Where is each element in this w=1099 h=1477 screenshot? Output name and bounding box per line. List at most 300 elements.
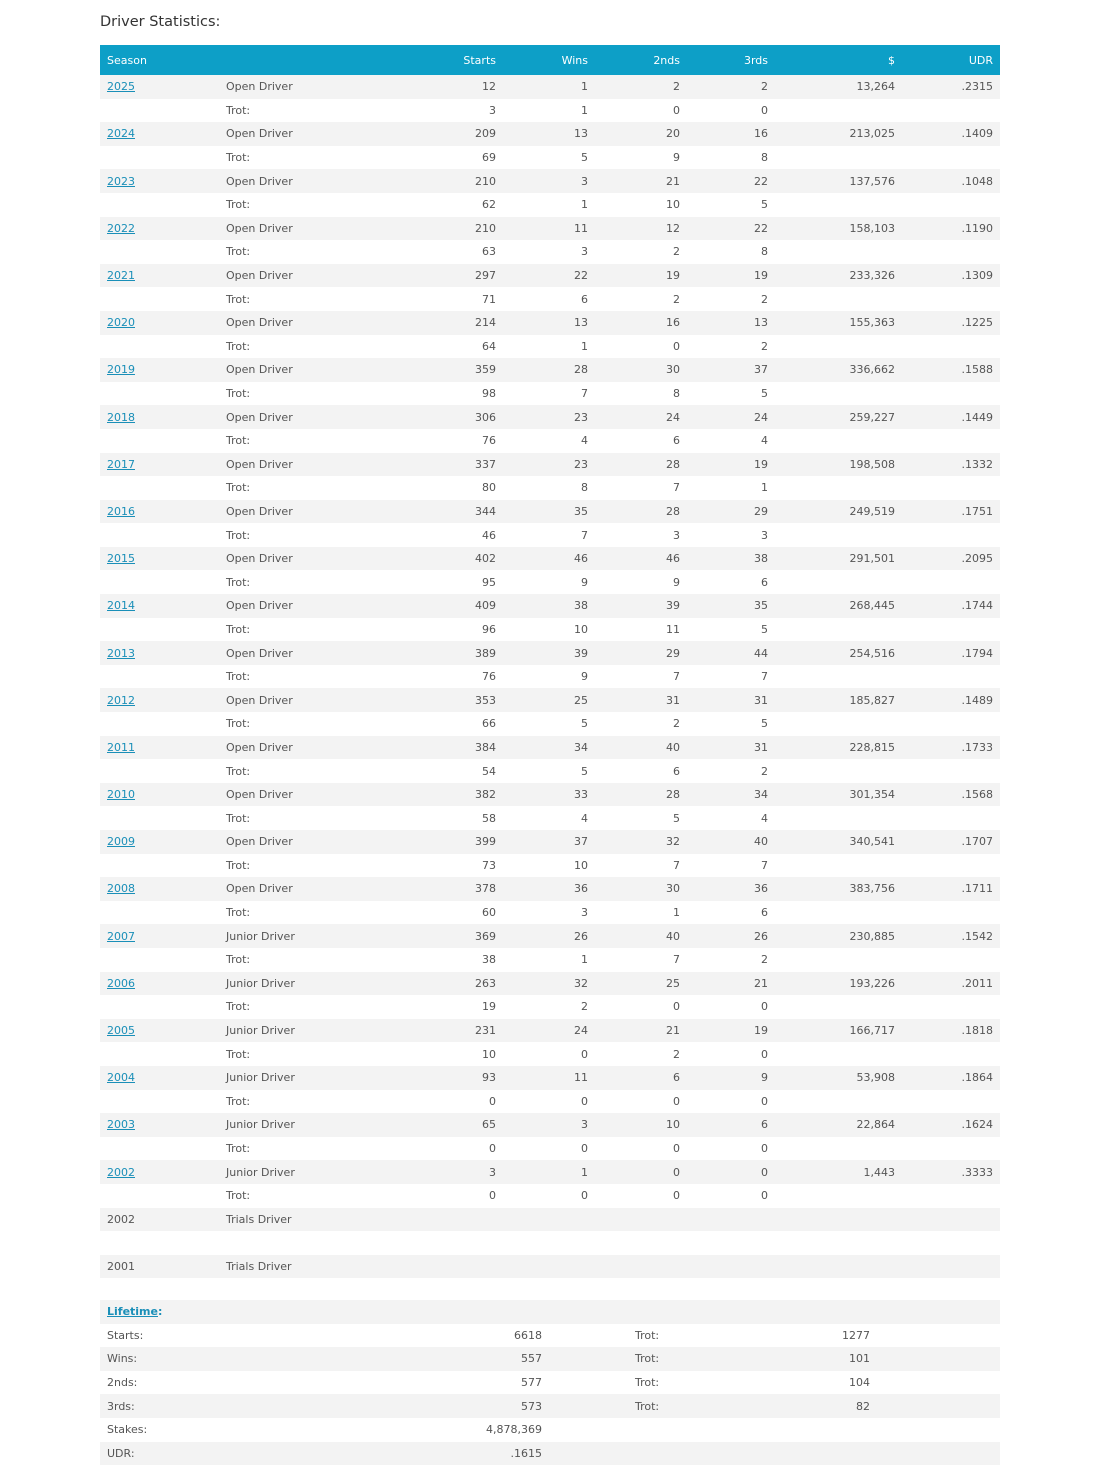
row-money bbox=[775, 99, 902, 123]
row-starts: 337 bbox=[475, 457, 496, 471]
row-season bbox=[100, 1042, 219, 1066]
lifetime-trot-value: 82 bbox=[856, 1399, 870, 1413]
row-wins: 1 bbox=[581, 198, 588, 212]
row-3rds: 3 bbox=[761, 528, 768, 542]
row-season bbox=[100, 217, 219, 241]
season-link[interactable]: 2005 bbox=[107, 1024, 135, 1038]
row-money bbox=[775, 570, 902, 594]
row-udr bbox=[902, 382, 1000, 406]
row-money bbox=[775, 1090, 902, 1114]
row-3rds: 0 bbox=[761, 103, 768, 117]
row-money bbox=[775, 901, 902, 925]
lifetime-spacer bbox=[877, 1442, 1000, 1466]
row-money: 268,445 bbox=[849, 599, 895, 613]
table-row bbox=[100, 382, 1000, 406]
row-udr: .2011 bbox=[961, 976, 993, 990]
row-money: 155,363 bbox=[849, 316, 895, 330]
row-udr: .2315 bbox=[961, 80, 993, 94]
row-money bbox=[775, 523, 902, 547]
row-3rds: 22 bbox=[754, 221, 768, 235]
row-type: Trot: bbox=[226, 245, 251, 259]
row-3rds: 6 bbox=[761, 1118, 768, 1132]
row-starts: 306 bbox=[475, 410, 496, 424]
row-udr: .1624 bbox=[961, 1118, 993, 1132]
row-starts: 378 bbox=[475, 882, 496, 896]
row-money: 383,756 bbox=[849, 882, 895, 896]
row-3rds bbox=[687, 1255, 775, 1279]
season-link[interactable]: 2007 bbox=[107, 929, 135, 943]
season-link[interactable]: 2019 bbox=[107, 363, 135, 377]
row-starts: 54 bbox=[482, 764, 496, 778]
row-2nds: 20 bbox=[666, 127, 680, 141]
row-3rds: 5 bbox=[761, 717, 768, 731]
row-starts: 3 bbox=[489, 1165, 496, 1179]
row-starts: 0 bbox=[489, 1189, 496, 1203]
row-money: 340,541 bbox=[849, 835, 895, 849]
row-udr: .1568 bbox=[961, 788, 993, 802]
row-season bbox=[100, 712, 219, 736]
row-wins: 9 bbox=[581, 575, 588, 589]
table-row bbox=[100, 405, 1000, 429]
row-3rds: 21 bbox=[754, 976, 768, 990]
row-wins: 10 bbox=[574, 858, 588, 872]
table-row bbox=[100, 854, 1000, 878]
row-season bbox=[100, 405, 219, 429]
row-wins: 7 bbox=[581, 387, 588, 401]
row-money bbox=[775, 948, 902, 972]
table-row bbox=[100, 618, 1000, 642]
row-money: 53,908 bbox=[856, 1071, 895, 1085]
row-season bbox=[100, 311, 219, 335]
row-2nds: 19 bbox=[666, 269, 680, 283]
row-starts: 384 bbox=[475, 740, 496, 754]
row-money bbox=[775, 759, 902, 783]
season-link[interactable]: 2021 bbox=[107, 269, 135, 283]
row-wins: 2 bbox=[581, 1000, 588, 1014]
row-money bbox=[775, 335, 902, 359]
row-udr bbox=[902, 854, 1000, 878]
row-type: Trot: bbox=[226, 670, 251, 684]
row-2nds: 10 bbox=[666, 1118, 680, 1132]
row-money: 166,717 bbox=[849, 1024, 895, 1038]
row-wins: 1 bbox=[581, 339, 588, 353]
lifetime-trot-label bbox=[549, 1442, 749, 1466]
row-udr bbox=[902, 429, 1000, 453]
row-season bbox=[100, 924, 219, 948]
row-2nds: 9 bbox=[673, 575, 680, 589]
row-season bbox=[100, 476, 219, 500]
row-udr bbox=[902, 1231, 1000, 1255]
row-3rds: 13 bbox=[754, 316, 768, 330]
row-type: Junior Driver bbox=[226, 1165, 295, 1179]
row-season bbox=[100, 759, 219, 783]
lifetime-trot-label: Trot: bbox=[635, 1328, 660, 1342]
row-3rds: 37 bbox=[754, 363, 768, 377]
row-2nds: 2 bbox=[673, 717, 680, 731]
row-type: Open Driver bbox=[226, 740, 293, 754]
lifetime-trot-label: Trot: bbox=[635, 1352, 660, 1366]
row-3rds: 19 bbox=[754, 457, 768, 471]
row-udr: .1733 bbox=[961, 740, 993, 754]
table-row bbox=[100, 877, 1000, 901]
table-row bbox=[100, 500, 1000, 524]
row-wins: 38 bbox=[574, 599, 588, 613]
row-money: 137,576 bbox=[849, 174, 895, 188]
row-2nds: 6 bbox=[673, 434, 680, 448]
row-3rds: 16 bbox=[754, 127, 768, 141]
table-row bbox=[100, 972, 1000, 996]
row-type: Trot: bbox=[226, 151, 251, 165]
table-row bbox=[100, 1042, 1000, 1066]
row-3rds: 31 bbox=[754, 740, 768, 754]
row-season bbox=[100, 1184, 219, 1208]
row-udr bbox=[902, 287, 1000, 311]
row-type: Junior Driver bbox=[226, 1024, 295, 1038]
row-wins: 0 bbox=[581, 1094, 588, 1108]
row-starts: 214 bbox=[475, 316, 496, 330]
table-row bbox=[100, 547, 1000, 571]
row-type: Trot: bbox=[226, 1142, 251, 1156]
table-row bbox=[100, 1184, 1000, 1208]
season-link[interactable]: 2004 bbox=[107, 1071, 135, 1085]
row-wins: 5 bbox=[581, 764, 588, 778]
row-wins: 3 bbox=[581, 906, 588, 920]
row-2nds: 40 bbox=[666, 929, 680, 943]
row-udr bbox=[902, 1042, 1000, 1066]
lifetime-link[interactable]: Lifetime bbox=[107, 1305, 158, 1319]
season-link[interactable]: 2015 bbox=[107, 552, 135, 566]
row-season bbox=[100, 783, 219, 807]
row-2nds: 25 bbox=[666, 976, 680, 990]
row-wins: 5 bbox=[581, 717, 588, 731]
row-money: 249,519 bbox=[849, 504, 895, 518]
season-link[interactable]: 2020 bbox=[107, 316, 135, 330]
row-type: Trot: bbox=[226, 434, 251, 448]
row-money bbox=[775, 854, 902, 878]
row-starts: 209 bbox=[475, 127, 496, 141]
row-udr bbox=[902, 146, 1000, 170]
row-2nds: 31 bbox=[666, 693, 680, 707]
row-udr: .1751 bbox=[961, 504, 993, 518]
row-starts: 297 bbox=[475, 269, 496, 283]
table-row bbox=[100, 901, 1000, 925]
row-season bbox=[100, 948, 219, 972]
col-type bbox=[219, 45, 419, 75]
row-type: Open Driver bbox=[226, 221, 293, 235]
season-link[interactable]: 2010 bbox=[107, 788, 135, 802]
row-udr bbox=[902, 806, 1000, 830]
row-udr: .2095 bbox=[961, 552, 993, 566]
row-money bbox=[775, 618, 902, 642]
lifetime-row bbox=[100, 1442, 1000, 1466]
row-2nds: 39 bbox=[666, 599, 680, 613]
row-money: 193,226 bbox=[849, 976, 895, 990]
row-wins: 23 bbox=[574, 457, 588, 471]
season-link[interactable]: 2024 bbox=[107, 127, 135, 141]
row-season bbox=[100, 877, 219, 901]
row-3rds: 4 bbox=[761, 434, 768, 448]
table-row bbox=[100, 453, 1000, 477]
row-3rds: 40 bbox=[754, 835, 768, 849]
row-type: Trot: bbox=[226, 717, 251, 731]
season-link[interactable]: 2025 bbox=[107, 80, 135, 94]
row-starts: 12 bbox=[482, 80, 496, 94]
row-type: Open Driver bbox=[226, 174, 293, 188]
row-3rds: 5 bbox=[761, 622, 768, 636]
season-link[interactable]: 2012 bbox=[107, 693, 135, 707]
row-type: Trot: bbox=[226, 481, 251, 495]
row-type: Trot: bbox=[226, 906, 251, 920]
season-link[interactable]: 2016 bbox=[107, 504, 135, 518]
row-2nds: 0 bbox=[673, 1142, 680, 1156]
row-3rds: 19 bbox=[754, 1024, 768, 1038]
row-type: Trot: bbox=[226, 622, 251, 636]
row-2nds: 7 bbox=[673, 858, 680, 872]
table-row bbox=[100, 948, 1000, 972]
table-row bbox=[100, 358, 1000, 382]
row-starts: 64 bbox=[482, 339, 496, 353]
table-row bbox=[100, 240, 1000, 264]
row-type: Open Driver bbox=[226, 363, 293, 377]
table-row bbox=[100, 335, 1000, 359]
row-season bbox=[100, 1160, 219, 1184]
row-starts: 382 bbox=[475, 788, 496, 802]
season-link[interactable]: 2008 bbox=[107, 882, 135, 896]
row-3rds: 38 bbox=[754, 552, 768, 566]
row-starts bbox=[419, 1208, 503, 1232]
table-row bbox=[100, 759, 1000, 783]
row-starts: 76 bbox=[482, 434, 496, 448]
row-3rds: 0 bbox=[761, 1047, 768, 1061]
row-season bbox=[100, 995, 219, 1019]
row-money bbox=[775, 1137, 902, 1161]
table-row bbox=[100, 1160, 1000, 1184]
row-type: Trot: bbox=[226, 953, 251, 967]
row-2nds: 7 bbox=[673, 953, 680, 967]
row-wins bbox=[503, 1208, 595, 1232]
row-money bbox=[775, 806, 902, 830]
row-starts: 71 bbox=[482, 292, 496, 306]
row-3rds: 0 bbox=[761, 1165, 768, 1179]
lifetime-value: 557 bbox=[521, 1352, 542, 1366]
row-wins: 35 bbox=[574, 504, 588, 518]
row-starts: 210 bbox=[475, 221, 496, 235]
row-wins: 24 bbox=[574, 1024, 588, 1038]
table-row bbox=[100, 736, 1000, 760]
row-type: Trot: bbox=[226, 1000, 251, 1014]
row-season bbox=[100, 500, 219, 524]
table-row bbox=[100, 806, 1000, 830]
row-wins: 0 bbox=[581, 1047, 588, 1061]
row-udr bbox=[902, 712, 1000, 736]
row-wins: 10 bbox=[574, 622, 588, 636]
row-type: Open Driver bbox=[226, 127, 293, 141]
season-link[interactable]: 2013 bbox=[107, 646, 135, 660]
season-link[interactable]: 2014 bbox=[107, 599, 135, 613]
row-udr bbox=[902, 1255, 1000, 1279]
row-udr: .1711 bbox=[961, 882, 993, 896]
row-udr: .1225 bbox=[961, 316, 993, 330]
season-link[interactable]: 2017 bbox=[107, 457, 135, 471]
row-starts: 95 bbox=[482, 575, 496, 589]
season-link[interactable]: 2011 bbox=[107, 740, 135, 754]
row-wins: 25 bbox=[574, 693, 588, 707]
lifetime-trot-value bbox=[749, 1442, 877, 1466]
row-3rds: 9 bbox=[761, 1071, 768, 1085]
row-3rds: 22 bbox=[754, 174, 768, 188]
season-link[interactable]: 2018 bbox=[107, 410, 135, 424]
row-3rds: 2 bbox=[761, 339, 768, 353]
row-3rds: 31 bbox=[754, 693, 768, 707]
lifetime-value: 4,878,369 bbox=[486, 1423, 542, 1437]
row-3rds: 0 bbox=[761, 1142, 768, 1156]
row-type: Open Driver bbox=[226, 552, 293, 566]
row-money bbox=[775, 287, 902, 311]
row-udr: .3333 bbox=[961, 1165, 993, 1179]
row-udr bbox=[902, 1137, 1000, 1161]
table-row bbox=[100, 995, 1000, 1019]
row-season bbox=[100, 264, 219, 288]
row-2nds: 0 bbox=[673, 1000, 680, 1014]
row-starts: 359 bbox=[475, 363, 496, 377]
row-wins: 9 bbox=[581, 670, 588, 684]
row-wins: 1 bbox=[581, 953, 588, 967]
row-season bbox=[100, 806, 219, 830]
row-type: Open Driver bbox=[226, 504, 293, 518]
table-row bbox=[100, 783, 1000, 807]
table-row bbox=[100, 1019, 1000, 1043]
row-wins: 7 bbox=[581, 528, 588, 542]
row-type: Open Driver bbox=[226, 882, 293, 896]
row-money bbox=[775, 1042, 902, 1066]
lifetime-label: 2nds: bbox=[107, 1376, 138, 1390]
row-season bbox=[100, 618, 219, 642]
table-row bbox=[100, 1113, 1000, 1137]
row-starts: 3 bbox=[489, 103, 496, 117]
row-starts: 10 bbox=[482, 1047, 496, 1061]
row-udr bbox=[902, 948, 1000, 972]
row-2nds: 30 bbox=[666, 882, 680, 896]
season-link[interactable]: 2002 bbox=[107, 1165, 135, 1179]
row-2nds: 40 bbox=[666, 740, 680, 754]
row-type: Junior Driver bbox=[226, 976, 295, 990]
row-season bbox=[100, 1090, 219, 1114]
row-type: Trials Driver bbox=[226, 1212, 292, 1226]
row-season bbox=[100, 99, 219, 123]
row-season bbox=[100, 854, 219, 878]
row-3rds: 36 bbox=[754, 882, 768, 896]
row-udr: .1542 bbox=[961, 929, 993, 943]
col-wins: Wins bbox=[561, 53, 588, 67]
row-2nds: 8 bbox=[673, 387, 680, 401]
row-2nds: 0 bbox=[673, 1189, 680, 1203]
row-3rds: 1 bbox=[761, 481, 768, 495]
row-wins bbox=[503, 1231, 595, 1255]
row-wins: 22 bbox=[574, 269, 588, 283]
row-wins bbox=[503, 1255, 595, 1279]
season-link[interactable]: 2023 bbox=[107, 174, 135, 188]
row-wins: 8 bbox=[581, 481, 588, 495]
col-udr: UDR bbox=[968, 53, 993, 67]
row-type: Trot: bbox=[226, 292, 251, 306]
row-season bbox=[100, 122, 219, 146]
table-row bbox=[100, 429, 1000, 453]
lifetime-label: Wins: bbox=[107, 1352, 138, 1366]
lifetime-value: .1615 bbox=[510, 1446, 542, 1460]
row-season bbox=[100, 736, 219, 760]
row-2nds: 32 bbox=[666, 835, 680, 849]
row-2nds: 2 bbox=[673, 80, 680, 94]
lifetime-label: 3rds: bbox=[107, 1399, 135, 1413]
row-udr: .1818 bbox=[961, 1024, 993, 1038]
row-2nds: 28 bbox=[666, 504, 680, 518]
row-2nds: 21 bbox=[666, 174, 680, 188]
row-starts bbox=[419, 1255, 503, 1279]
row-3rds bbox=[687, 1208, 775, 1232]
lifetime-label: UDR: bbox=[107, 1446, 135, 1460]
row-season bbox=[100, 1231, 219, 1255]
row-udr bbox=[902, 476, 1000, 500]
row-type: Trot: bbox=[226, 575, 251, 589]
table-row bbox=[100, 169, 1000, 193]
row-3rds: 2 bbox=[761, 292, 768, 306]
season-link[interactable]: 2006 bbox=[107, 976, 135, 990]
row-season bbox=[100, 453, 219, 477]
col-3rds: 3rds bbox=[743, 53, 768, 67]
row-udr: .1707 bbox=[961, 835, 993, 849]
row-type: Trot: bbox=[226, 339, 251, 353]
row-wins: 3 bbox=[581, 1118, 588, 1132]
row-2nds: 46 bbox=[666, 552, 680, 566]
lifetime-trot-value: 104 bbox=[849, 1376, 870, 1390]
table-row bbox=[100, 665, 1000, 689]
lifetime-header-row bbox=[100, 1300, 1000, 1324]
table-row bbox=[100, 75, 1000, 99]
row-type: Open Driver bbox=[226, 788, 293, 802]
lifetime-row bbox=[100, 1394, 1000, 1418]
row-udr bbox=[902, 523, 1000, 547]
season-link[interactable]: 2003 bbox=[107, 1118, 135, 1132]
row-wins: 0 bbox=[581, 1189, 588, 1203]
season-link[interactable]: 2009 bbox=[107, 835, 135, 849]
row-season bbox=[100, 429, 219, 453]
row-starts: 38 bbox=[482, 953, 496, 967]
table-row bbox=[100, 830, 1000, 854]
row-type: Trot: bbox=[226, 1047, 251, 1061]
row-2nds: 6 bbox=[673, 764, 680, 778]
row-3rds: 19 bbox=[754, 269, 768, 283]
row-season bbox=[100, 169, 219, 193]
row-season bbox=[100, 972, 219, 996]
row-starts: 66 bbox=[482, 717, 496, 731]
row-wins: 36 bbox=[574, 882, 588, 896]
table-row bbox=[100, 1255, 1000, 1279]
row-season: 2002 bbox=[107, 1212, 135, 1226]
row-3rds: 2 bbox=[761, 764, 768, 778]
lifetime-row bbox=[100, 1418, 1000, 1442]
lifetime-trot-label bbox=[549, 1418, 749, 1442]
row-udr: .1449 bbox=[961, 410, 993, 424]
row-type: Trials Driver bbox=[226, 1259, 292, 1273]
row-2nds: 2 bbox=[673, 245, 680, 259]
row-season bbox=[100, 1137, 219, 1161]
season-link[interactable]: 2022 bbox=[107, 221, 135, 235]
row-wins: 23 bbox=[574, 410, 588, 424]
row-3rds: 4 bbox=[761, 811, 768, 825]
row-starts: 399 bbox=[475, 835, 496, 849]
row-money bbox=[775, 1184, 902, 1208]
row-starts: 19 bbox=[482, 1000, 496, 1014]
